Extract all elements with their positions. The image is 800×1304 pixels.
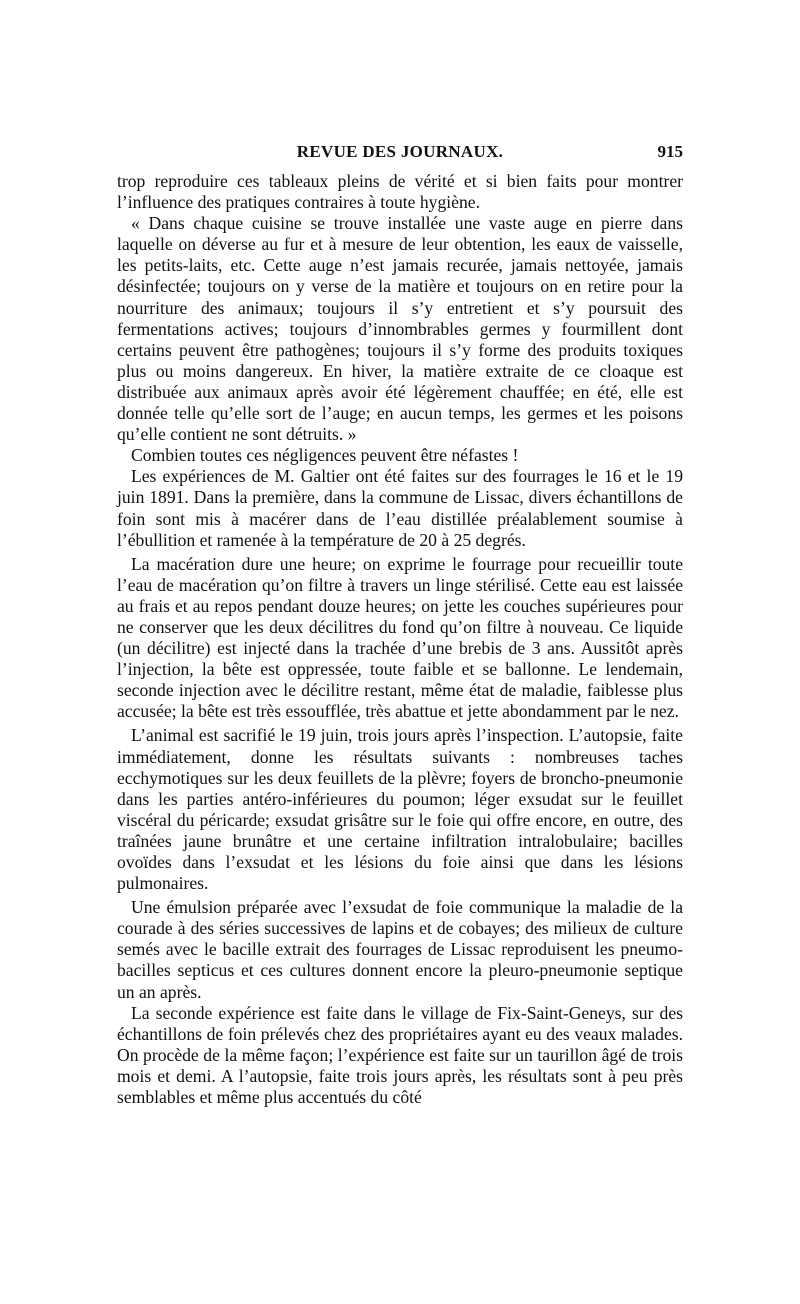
running-header — [117, 142, 683, 164]
paragraph-continuation: trop reproduire ces tableaux pleins de vérité et si bien faits pour montrer l’influence des pratiques contraires à toute hygiène. — [117, 171, 683, 213]
running-title: REVUE DES JOURNAUX. — [296, 142, 504, 161]
body-text — [117, 171, 683, 1108]
page-number: 915 — [657, 142, 683, 161]
paragraph-exclamation: Combien toutes ces négligences peuvent être néfastes ! — [131, 445, 519, 466]
paragraph-maceration: La macération dure une heure; on exprime le fourrage pour recueillir toute l’eau de macération qu’on filtre à travers un linge stérilisé. Cette eau est laissée au frais et au repos pendant douze heures; on jette les couches supérieures pour ne conserver que les deux décilitres du fond qu’on filtre à nouveau. Ce liquide (un décilitre) est injecté dans la trachée d’une brebis de 3 ans. Aussitôt après l’injection, la bête est oppressée, toute faible et se ballonne. Le lendemain, seconde injection avec le décilitre restant, même état de maladie, faiblesse plus accusée; la bête est très essoufflée, très abattue et jette abondamment par le nez. — [117, 553, 683, 722]
paragraph-emulsion: Une émulsion préparée avec l’exsudat de foie communique la maladie de la courade à des séries successives de lapins et de cobayes; des milieux de culture semés avec le bacille extrait des fourrages de Lissac reproduisent les pneumo-bacilles septicus et ces cultures donnent encore la pleuro-pneumonie septique un an après. — [117, 897, 683, 1002]
paragraph-autopsy: L’animal est sacrifié le 19 juin, trois jours après l’inspection. L’autopsie, faite immédiatement, donne les résultats suivants : nombreuses taches ecchymotiques sur les deux feuillets de la plèvre; foyers de broncho-pneumonie dans les parties antéro-inférieures du poumon; léger exsudat sur le feuillet viscéral du péricarde; exsudat grisâtre sur le foie qui offre encore, en outre, des traînées jaune brunâtre et une certaine infiltration intralobulaire; bacilles ovoïdes dans l’exsudat et les lésions du foie ainsi que dans les lésions pulmonaires. — [117, 725, 683, 894]
paragraph-experiments: Les expériences de M. Galtier ont été faites sur des fourrages le 16 et le 19 juin 1891. Dans la première, dans la commune de Lissac, divers échantillons de foin sont mis à macérer dans de l’eau distillée préalablement soumise à l’ébullition et ramenée à la température de 20 à 25 degrés. — [117, 466, 683, 550]
paragraph-quotation: « Dans chaque cuisine se trouve installée une vaste auge en pierre dans laquelle on déverse au fur et à mesure de leur obtention, les eaux de vaisselle, les petits-laits, etc. Cette auge n’est jamais recurée, jamais nettoyée, jamais désinfectée; toujours on y verse de la matière et toujours on en retire pour la nourriture des animaux; toujours il s’y entretient et s’y poursuit des fermentations actives; toujours d’innombrables germes y fourmillent dont certains peuvent être pathogènes; toujours il s’y forme des produits toxiques plus ou moins dangereux. En hiver, la matière extraite de ce cloaque est distribuée aux animaux après avoir été légèrement chauffée; en été, elle est donnée telle qu’elle sort de l’auge; en aucun temps, les germes et les poisons qu’elle contient ne sont détruits. » — [117, 213, 683, 445]
paragraph-second-experiment: La seconde expérience est faite dans le village de Fix-Saint-Geneys, sur des échantillons de foin prélevés chez des propriétaires ayant eu des veaux malades. On procède de la même façon; l’expérience est faite sur un taurillon âgé de trois mois et demi. A l’autopsie, faite trois jours après, les résultats sont à peu près semblables et même plus accentués du côté — [117, 1002, 683, 1108]
